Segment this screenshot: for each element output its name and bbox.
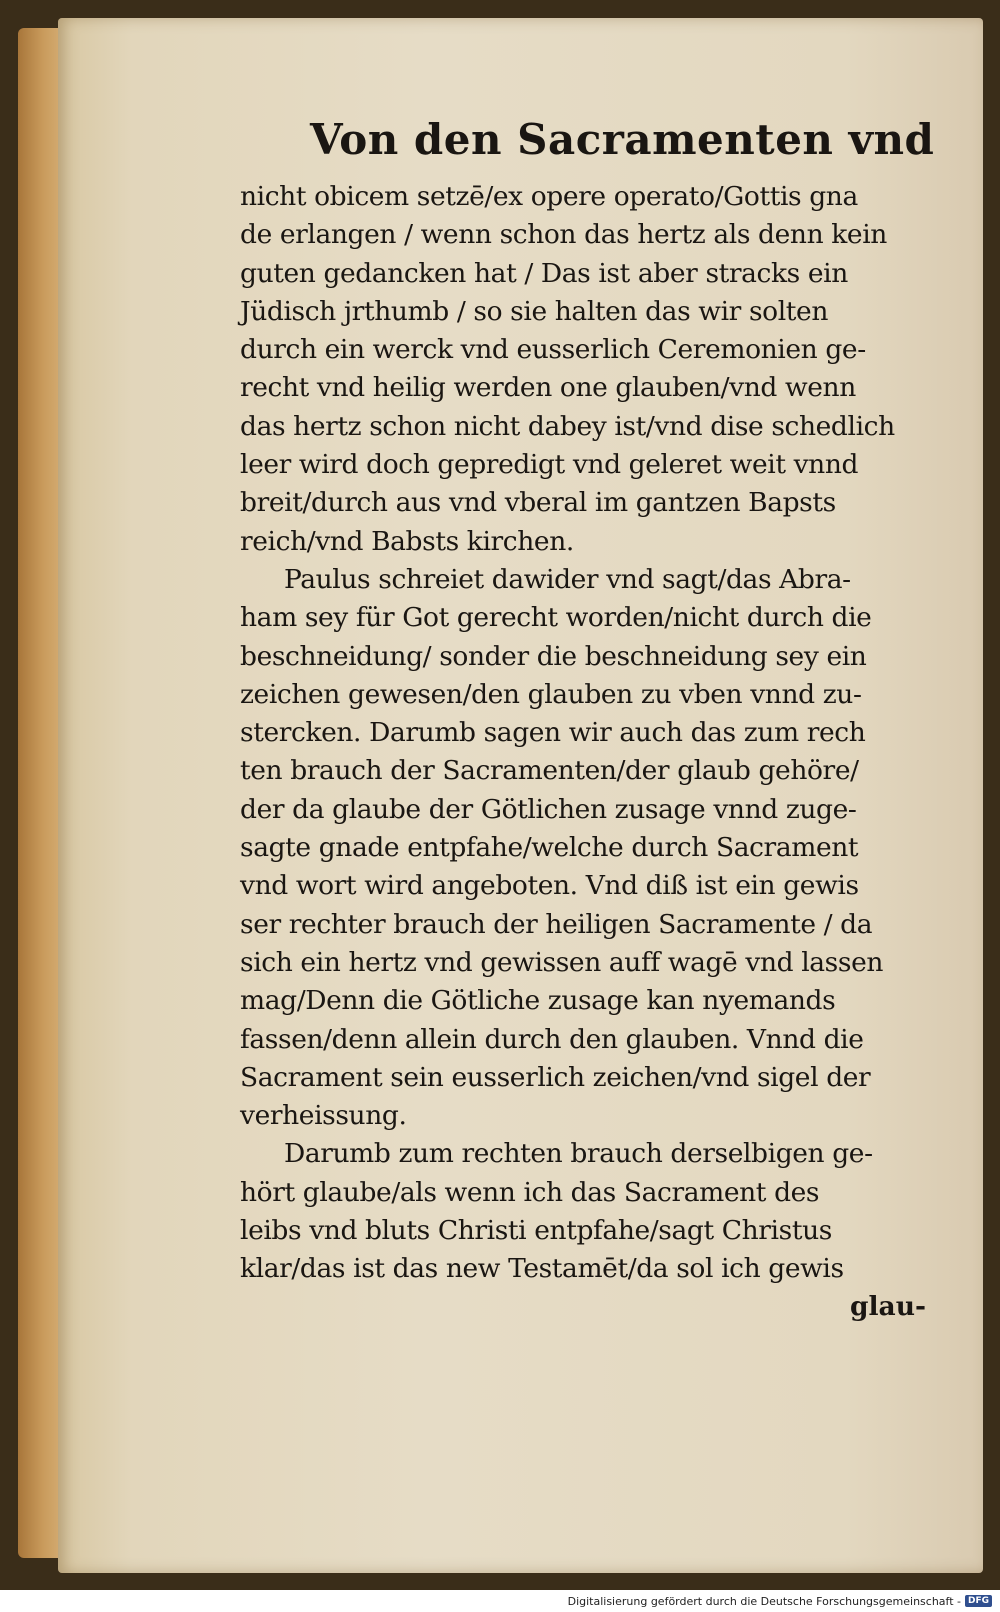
text-line: reich/vnd Babsts kirchen.: [240, 525, 574, 557]
text-line: ser rechter brauch der heiligen Sacramente / da: [240, 908, 873, 940]
text-line: verheissung.: [240, 1100, 407, 1132]
dfg-logo-icon: DFG: [965, 1595, 992, 1607]
text-line: nicht obicem setzē/ex opere operato/Gottis gna: [240, 181, 858, 212]
text-line: Darumb zum rechten brauch derselbigen ge-: [284, 1138, 873, 1170]
text-line: fassen/denn allein durch den glauben. Vnnd die: [240, 1023, 864, 1055]
text-line: leer wird doch gepredigt vnd geleret weit vnnd: [240, 449, 859, 481]
text-line: recht vnd heilig werden one glauben/vnd wenn: [240, 372, 856, 404]
text-line: beschneidung/ sonder die beschneidung sey ein: [240, 640, 867, 672]
text-block: [240, 110, 940, 1325]
text-line: de erlangen / wenn schon das hertz als denn kein: [240, 219, 887, 251]
text-line: ham sey für Got gerecht worden/nicht durch die: [240, 602, 872, 634]
body-text: [240, 178, 940, 1289]
text-line: der da glaube der Götlichen zusage vnnd zuge-: [240, 793, 857, 825]
text-line: leibs vnd bluts Christi entpfahe/sagt Christus: [240, 1215, 832, 1247]
text-line: sich ein hertz vnd gewissen auff wagē vnd lassen: [240, 946, 884, 978]
credit-text: Digitalisierung gefördert durch die Deutsche Forschungsgemeinschaft -: [567, 1594, 961, 1608]
text-line: Jüdisch jrthumb / so sie halten das wir solten: [240, 295, 828, 327]
text-line: Sacrament sein eusserlich zeichen/vnd sigel der: [240, 1061, 871, 1093]
text-line: breit/durch aus vnd vberal im gantzen Bapsts: [240, 487, 836, 519]
text-line: sagte gnade entpfahe/welche durch Sacrament: [240, 832, 859, 864]
text-line: das hertz schon nicht dabey ist/vnd dise schedlich: [240, 410, 895, 442]
text-line: stercken. Darumb sagen wir auch das zum rech: [240, 717, 866, 749]
text-line: Paulus schreiet dawider vnd sagt/das Abra-: [284, 563, 851, 595]
catchword: glau-: [849, 1290, 926, 1322]
text-line: durch ein werck vnd eusserlich Ceremonien ge-: [240, 334, 866, 366]
digitization-credit: [568, 1593, 992, 1609]
text-line: hört glaube/als wenn ich das Sacrament des: [240, 1176, 820, 1208]
text-line: zeichen gewesen/den glauben zu vben vnnd zu-: [240, 678, 862, 710]
running-head: Von den Sacramenten vnd: [310, 115, 935, 164]
text-line: vnd wort wird angeboten. Vnd diß ist ein gewis: [240, 870, 859, 902]
text-line: ten brauch der Sacramenten/der glaub gehöre/: [240, 755, 859, 787]
text-line: klar/das ist das new Testamēt/da sol ich gewis: [240, 1253, 844, 1285]
text-line: guten gedancken hat / Das ist aber stracks ein: [240, 257, 848, 289]
text-line: mag/Denn die Götliche zusage kan nyemands: [240, 985, 836, 1017]
